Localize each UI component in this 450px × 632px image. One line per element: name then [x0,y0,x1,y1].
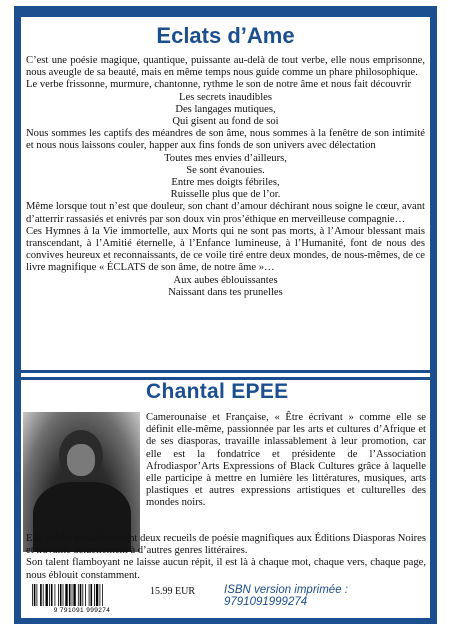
verse-line: Se sont évanouies. [186,164,265,176]
barcode-number: 9 791091 999274 [28,607,136,614]
author-name: Chantal EPEE [146,380,289,403]
verse-line: Qui gisent au fond de soi [172,116,279,128]
summary-paragraph: C’est une poésie magique, quantique, puissante au-delà de tout verbe, elle nous emprisonne, nous aveugle de sa beauté, mais en même temps nous guide comme un phare philosophique. [26,55,425,79]
verse-line: Toutes mes envies d’ailleurs, [164,152,287,164]
author-bio [146,412,426,510]
bio-paragraph: Elle publie simultanément deux recueils de poésie magnifiques aux Éditions Diasporas Noires et travaille actuellement à d’autres genres littéraires. [26,533,426,557]
barcode [28,583,136,616]
verse-line: Aux aubes éblouissantes [173,274,278,286]
bio-paragraph: Son talent flamboyant ne laisse aucun répit, il est là à chaque mot, chaque vers, chaque page, nous éblouit constamment. [26,557,426,581]
author-bio-continued [26,533,426,582]
summary-paragraph: Le verbe frissonne, murmure, chantonne, rythme le son de notre âme et nous fait découvrir [26,79,412,91]
panel-divider [21,373,430,377]
book-title: Eclats d’Ame [156,23,295,48]
author-bio-text: Camerounaise et Française, « Être écrivant » comme elle se définit elle-même, passionnée par les arts et cultures d’Afrique et de ses diasporas, travaille inlassablement à leur promotion, car elle est la fondatrice et présidente de l’Association Afrodiaspor’Arts Expressions of Black Cultures grâce à laquelle elle participe à mettre en lumière les littératures, musiques, arts plastiques et autres expressions artistiques et culturelles des mondes noirs. [146,412,426,509]
verse-line: Naissant dans tes prunelles [168,286,283,298]
verse-line: Les secrets inaudibles [179,91,272,103]
verse-line: Des langages mutiques, [175,103,276,115]
book-summary [26,55,425,299]
verse-line: Entre mes doigts fébriles, [171,177,280,189]
author-photo [23,412,140,552]
isbn: ISBN version imprimée : 9791091999274 [224,584,348,608]
verse-line: Ruisselle plus que de l’or. [170,189,281,201]
summary-paragraph: Nous sommes les captifs des méandres de son âme, nous sommes à la fenêtre de son intimité et nous nous laissons couler, happer aux fins fonds de son univers avec délectation [26,128,425,152]
summary-paragraph: Même lorsque tout n’est que douleur, son chant d’amour déchirant nous soigne le cœur, avant d’atterrir rassasiés et enivrés par son doux vin pros’éthique en merveilleuse compagnie… [26,201,425,225]
author-panel [21,380,430,618]
summary-panel [21,17,430,370]
summary-paragraph: Ces Hymnes à la Vie immortelle, aux Morts qui ne sont pas morts, à l’Amour blessant mais transcendant, à l’Amitié éternelle, à l’Enfance lumineuse, à l’Humanité, font de nous des convives heureux et reconnaissants, de ce voile tiré entre deux mondes, de nous-mêmes, de ce livre magnifique « ÉCLATS de son âme, de notre âme »… [26,225,425,274]
price: 15.99 EUR [150,586,195,597]
